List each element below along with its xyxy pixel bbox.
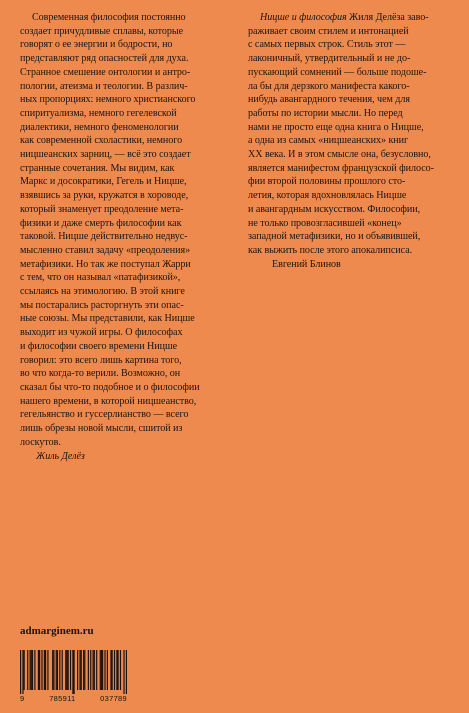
left-text-line: метафизики. Но так же поступал Жарри xyxy=(20,258,191,270)
right-paragraph xyxy=(248,25,451,258)
left-text-line: лоскутов. xyxy=(20,436,61,448)
left-text-line: Странное смешение онтологии и антро- xyxy=(20,66,191,78)
right-text-line: лаконичный, утвердительный и не до- xyxy=(248,53,411,65)
right-text-line: и авангардным искусством. Философии, xyxy=(248,203,421,215)
left-text-line: говорят о ее энергии и бодрости, но xyxy=(20,39,173,51)
barcode-digits-last: 037789 xyxy=(100,694,127,703)
barcode-number xyxy=(20,694,127,703)
right-text-line: работы по истории мысли. Но перед xyxy=(248,107,403,119)
left-text-line: создает причудливые сплавы, которые xyxy=(20,25,184,37)
left-text-line: физики и даже смерть философии как xyxy=(20,217,182,229)
left-text-line: мысленно ставил задачу «преодоления» xyxy=(20,244,191,256)
isbn-barcode xyxy=(20,650,127,702)
left-text-line: во что когда-то верили. Возможно, он xyxy=(20,368,181,380)
right-text-line: пускающий сомнений — больше подоше- xyxy=(248,66,427,78)
left-text-line: сказал бы что-то подобное и о философии xyxy=(20,381,200,393)
left-text-line: говорил: это всего лишь картина того, xyxy=(20,354,182,366)
left-text-line: спиритуализма, немного гегелевской xyxy=(20,107,177,119)
right-text-line: раживает своим стилем и интонацией xyxy=(248,25,409,37)
right-text-line: западной метафизики, но и объявившей, xyxy=(248,231,421,243)
left-text-line: нашего времени, в которой ницшеанство, xyxy=(20,395,197,407)
left-text-line: пологии, атеизма и теологии. В различ- xyxy=(20,80,188,92)
left-column-text xyxy=(20,11,220,463)
left-text-line: с тем, что он называл «патафизикой», xyxy=(20,272,181,284)
left-text-line: выходит из чужой игры. О философах xyxy=(20,327,183,339)
right-text-line: летия, которая вдохновлялась Ницше xyxy=(248,190,407,202)
left-text-line: лишь обрезы новой мысли, сшитой из xyxy=(20,423,183,435)
left-text-line: гегельянство и гуссерлианство — всего xyxy=(20,409,189,421)
left-text-line: таковой. Ницше действительно недвус- xyxy=(20,231,188,243)
left-text-line: который знаменует преодоление мета- xyxy=(20,203,184,215)
right-first-line xyxy=(248,11,451,25)
barcode-digits-mid: 785911 xyxy=(49,694,76,703)
left-paragraph xyxy=(20,11,220,450)
right-text-line: с самых первых строк. Стиль этот — xyxy=(248,39,406,51)
publisher-website: admarginem.ru xyxy=(20,625,94,637)
barcode-bars xyxy=(20,650,127,694)
left-text-line: Современная философия постоянно xyxy=(32,12,186,23)
left-text-line: ные союзы. Мы представили, как Ницше xyxy=(20,313,195,325)
right-text-line: ла бы для дерзкого манифеста какого- xyxy=(248,80,410,92)
right-first-line-rest: Жиля Делёза заво- xyxy=(346,12,429,23)
right-text-line: а одна из самых «ницшеанских» книг xyxy=(248,135,409,147)
barcode-digits-first: 9 xyxy=(20,694,25,703)
left-text-line: диалектики, немного феноменологии xyxy=(20,121,179,133)
right-text-line: нами не просто еще одна книга о Ницше, xyxy=(248,121,424,133)
right-text-line: нибудь авангардного течения, чем для xyxy=(248,94,410,106)
left-text-line: мы постарались расторгнуть эти опас- xyxy=(20,299,184,311)
book-title: Ницше и философия xyxy=(260,12,347,23)
left-text-line: взявшись за руки, кружатся в хороводе, xyxy=(20,190,189,202)
right-signature: Евгений Блинов xyxy=(272,258,341,270)
left-text-line: ссылаясь на этимологию. В этой книге xyxy=(20,286,185,298)
right-text-line: не только провозгласившей «конец» xyxy=(248,217,402,229)
left-text-line: как современной схоластики, немного xyxy=(20,135,183,147)
left-text-line: странные сочетания. Мы видим, как xyxy=(20,162,175,174)
right-column-text xyxy=(248,11,451,271)
right-text-line: XX века. И в этом смысле она, безусловно, xyxy=(248,149,431,161)
left-text-line: и философии своего времени Ницше xyxy=(20,340,178,352)
right-text-line: является манифестом французской филосо- xyxy=(248,162,434,174)
left-text-line: ных пропорциях: немного христианского xyxy=(20,94,196,106)
left-text-line: Маркс и досократики, Гегель и Ницше, xyxy=(20,176,187,188)
right-text-line: фии второй половины прошлого сто- xyxy=(248,176,406,188)
left-text-line: представляют ряд опасностей для духа. xyxy=(20,53,189,65)
right-text-line: как выжить после этого апокалипсиса. xyxy=(248,244,413,256)
left-text-line: ницшеанских зарниц, — всё это создает xyxy=(20,149,191,161)
left-signature: Жиль Делёз xyxy=(36,450,85,462)
